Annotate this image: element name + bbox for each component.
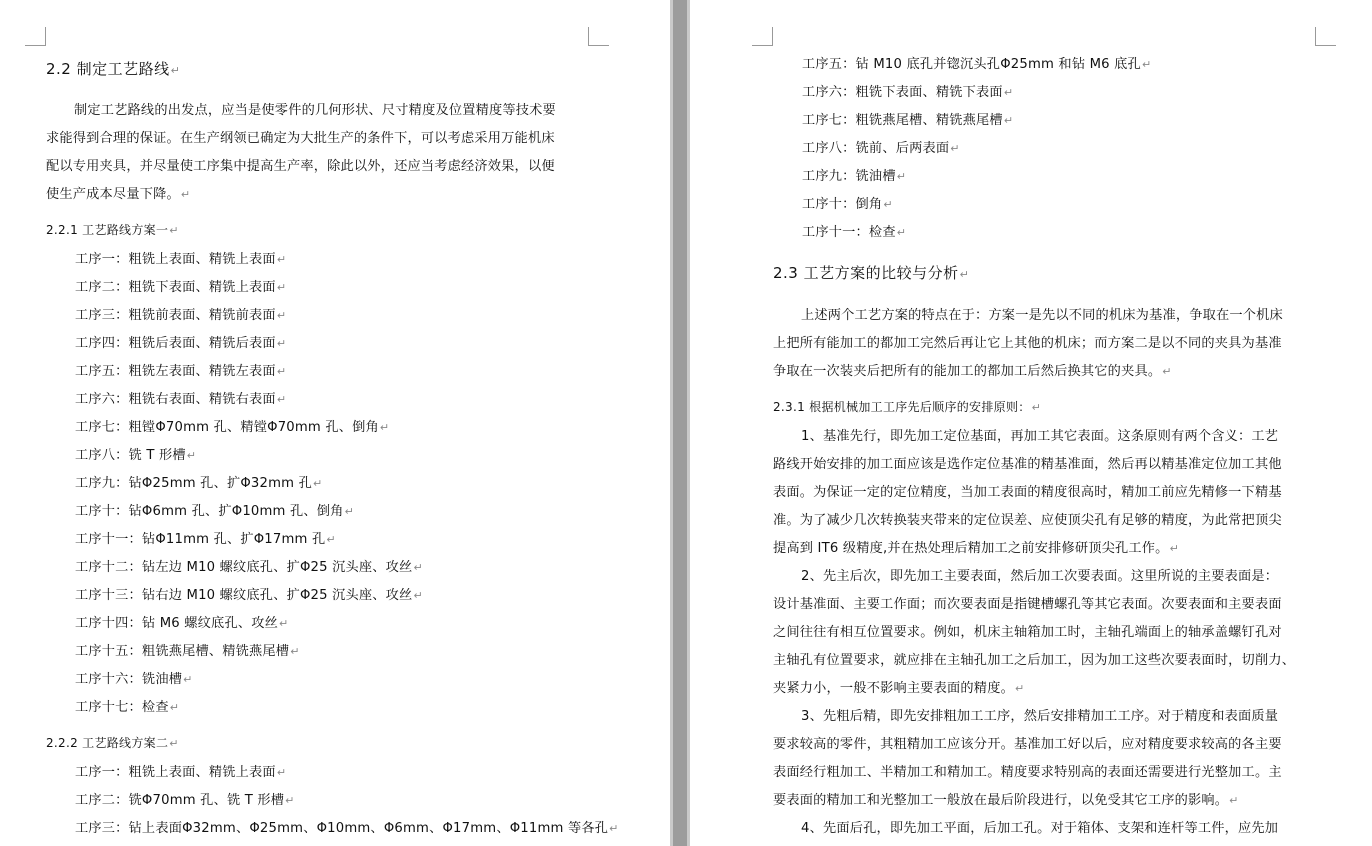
process-step: 工序十：倒角↵ [802,197,893,212]
body-text-line: 表面经行粗加工、半精加工和精加工。精度要求特别高的表面还需要进行光整加工。主 [773,765,1282,780]
section-heading: 2.2 制定工艺路线↵ [46,60,181,78]
paragraph-mark-icon: ↵ [169,224,179,237]
paragraph-mark-icon: ↵ [344,505,354,518]
process-step: 工序十：钻Φ6mm 孔、扩Φ10mm 孔、倒角↵ [75,504,354,519]
paragraph-mark-icon: ↵ [1031,401,1042,414]
body-text-line: 要表面的精加工和光整加工一般放在最后阶段进行，以免受其它工序的影响。↵ [773,793,1239,808]
process-step: 工序三：粗铣前表面、精铣前表面↵ [75,308,287,323]
process-step: 工序二：粗铣下表面、精铣上表面↵ [75,280,287,295]
body-text-line: 求能得到合理的保证。在生产纲领已确定为大批生产的条件下，可以考虑采用万能机床 [46,131,555,146]
process-step: 工序八：铣 T 形槽↵ [75,448,197,463]
process-step: 工序九：钻Φ25mm 孔、扩Φ32mm 孔↵ [75,476,323,491]
body-text-line: 准。为了减少几次转换装夹带来的定位误差、应使顶尖孔有足够的精度，为此常把顶尖 [773,513,1282,528]
body-text-line: 提高到 IT6 级精度,并在热处理后精加工之前安排修研顶尖孔工作。↵ [773,541,1179,556]
process-step: 工序十三：钻右边 M10 螺纹底孔、扩Φ25 沉头座、攻丝↵ [75,588,423,603]
body-text-line: 要求较高的零件，其粗精加工应该分开。基准加工好以后，应对精度要求较高的各主要 [773,737,1282,752]
paragraph-mark-icon: ↵ [1014,682,1025,695]
paragraph-mark-icon: ↵ [1229,794,1239,807]
page-gutter [670,0,690,846]
body-text-line: 使生产成本尽量下降。↵ [46,187,191,202]
process-step: 工序十一：钻Φ11mm 孔、扩Φ17mm 孔↵ [75,532,336,547]
body-text-line: 路线开始安排的加工面应该是选作定位基准的精基准面，然后再以精基准定位加工其他 [773,457,1282,472]
paragraph-mark-icon: ↵ [279,617,289,630]
process-step: 工序九：铣油槽↵ [802,169,907,184]
margin-corner-mark [588,27,609,46]
process-step: 工序十七：检查↵ [75,700,180,715]
paragraph-mark-icon: ↵ [326,533,336,546]
paragraph-mark-icon: ↵ [950,142,960,155]
paragraph-mark-icon: ↵ [169,701,180,714]
process-step: 工序一：粗铣上表面、精铣上表面↵ [75,765,287,780]
paragraph-mark-icon: ↵ [1141,58,1152,71]
body-text-line: 4、先面后孔，即先加工平面，后加工孔。对于箱体、支架和连杆等工件，应先加 [801,821,1279,836]
paragraph-mark-icon: ↵ [1169,542,1179,555]
paragraph-mark-icon: ↵ [379,421,390,434]
paragraph-mark-icon: ↵ [1003,86,1014,99]
paragraph-mark-icon: ↵ [883,198,893,211]
paragraph-mark-icon: ↵ [896,170,907,183]
subsection-heading: 2.2.2 工艺路线方案二↵ [46,736,179,750]
paragraph-mark-icon: ↵ [312,477,323,490]
process-step: 工序三：钻上表面Φ32mm、Φ25mm、Φ10mm、Φ6mm、Φ17mm、Φ11mm 等各孔↵ [75,821,619,836]
body-text-line: 表面。为保证一定的定位精度，当加工表面的精度很高时，精加工前应先精修一下精基 [773,485,1282,500]
paragraph-mark-icon: ↵ [276,253,287,266]
margin-corner-mark [752,27,773,46]
process-step: 工序十五：粗铣燕尾槽、精铣燕尾槽↵ [75,644,300,659]
body-text-line: 设计基准面、主要工作面；而次要表面是指键槽螺孔等其它表面。次要表面和主要表面 [773,597,1282,612]
process-step: 工序六：粗铣下表面、精铣下表面↵ [802,85,1014,100]
body-text-line: 上把所有能加工的都加工完然后再让它上其他的机床；而方案二是以不同的夹具为基准 [773,336,1282,351]
paragraph-mark-icon: ↵ [1162,365,1172,378]
document-page-left [0,0,670,846]
process-step: 工序八：铣前、后两表面↵ [802,141,960,156]
process-step: 工序六：粗铣右表面、精铣右表面↵ [75,392,287,407]
paragraph-mark-icon: ↵ [413,561,423,574]
process-step: 工序十二：钻左边 M10 螺纹底孔、扩Φ25 沉头座、攻丝↵ [75,560,423,575]
paragraph-mark-icon: ↵ [896,226,907,239]
paragraph-mark-icon: ↵ [276,337,287,350]
process-step: 工序五：钻 M10 底孔并锪沉头孔Φ25mm 和钻 M6 底孔↵ [802,57,1152,72]
paragraph-mark-icon: ↵ [276,393,287,406]
body-text-line: 主轴孔有位置要求，就应排在主轴孔加工之后加工，因为加工这些次要表面时，切削力、 [773,653,1296,668]
paragraph-mark-icon: ↵ [1003,114,1014,127]
subsection-heading: 2.2.1 工艺路线方案一↵ [46,223,179,237]
paragraph-mark-icon: ↵ [180,188,191,201]
process-step: 工序十六：铣油槽↵ [75,672,193,687]
paragraph-mark-icon: ↵ [170,64,181,77]
paragraph-mark-icon: ↵ [276,365,287,378]
process-step: 工序四：粗铣后表面、精铣后表面↵ [75,336,287,351]
process-step: 工序二：铣Φ70mm 孔、铣 T 形槽↵ [75,793,295,808]
paragraph-mark-icon: ↵ [276,281,287,294]
process-step: 工序十四：钻 M6 螺纹底孔、攻丝↵ [75,616,289,631]
body-text-line: 2、先主后次，即先加工主要表面，然后加工次要表面。这里所说的主要表面是： [801,569,1279,584]
body-text-line: 争取在一次装夹后把所有的能加工的都加工后然后换其它的夹具。↵ [773,364,1172,379]
paragraph-mark-icon: ↵ [183,673,193,686]
paragraph-mark-icon: ↵ [285,794,295,807]
document-page-right [690,0,1372,846]
paragraph-mark-icon: ↵ [609,822,619,835]
margin-corner-mark [25,27,46,46]
process-step: 工序五：粗铣左表面、精铣左表面↵ [75,364,287,379]
subsection-heading: 2.3.1 根据机械加工工序先后顺序的安排原则：↵ [773,400,1042,414]
process-step: 工序一：粗铣上表面、精铣上表面↵ [75,252,287,267]
body-text-line: 上述两个工艺方案的特点在于：方案一是先以不同的机床为基准，争取在一个机床 [801,308,1283,323]
paragraph-mark-icon: ↵ [276,309,287,322]
section-heading: 2.3 工艺方案的比较与分析↵ [773,264,970,282]
paragraph-mark-icon: ↵ [186,449,197,462]
body-text-line: 制定工艺路线的出发点，应当是使零件的几何形状、尺寸精度及位置精度等技术要 [74,103,556,118]
body-text-line: 配以专用夹具，并尽量使工序集中提高生产率，除此以外，还应当考虑经济效果，以便 [46,159,555,174]
margin-corner-mark [1315,27,1336,46]
process-step: 工序七：粗镗Φ70mm 孔、精镗Φ70mm 孔、倒角↵ [75,420,390,435]
paragraph-mark-icon: ↵ [169,737,179,750]
paragraph-mark-icon: ↵ [276,766,287,779]
body-text-line: 1、基准先行，即先加工定位基面，再加工其它表面。这条原则有两个含义：工艺 [801,429,1279,444]
process-step: 工序七：粗铣燕尾槽、精铣燕尾槽↵ [802,113,1014,128]
paragraph-mark-icon: ↵ [290,645,300,658]
body-text-line: 之间往往有相互位置要求。例如，机床主轴箱加工时，主轴孔端面上的轴承盖螺钉孔对 [773,625,1282,640]
paragraph-mark-icon: ↵ [413,589,423,602]
body-text-line: 夹紧力小，一般不影响主要表面的精度。↵ [773,681,1025,696]
body-text-line: 3、先粗后精，即先安排粗加工工序，然后安排精加工工序。对于精度和表面质量 [801,709,1279,724]
paragraph-mark-icon: ↵ [959,268,970,281]
process-step: 工序十一：检查↵ [802,225,907,240]
